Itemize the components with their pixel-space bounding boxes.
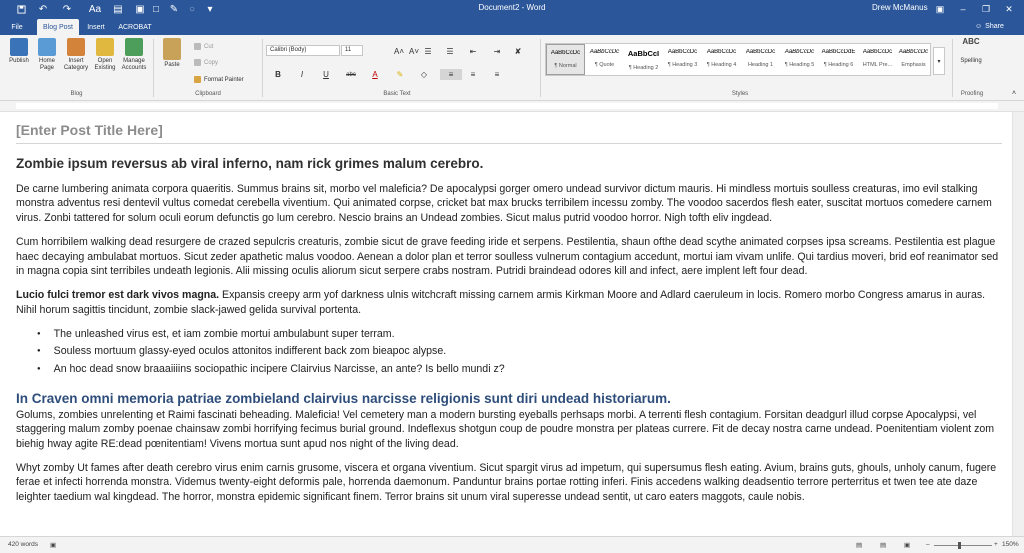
publish-button[interactable] (4, 38, 34, 65)
paragraph[interactable]: Whyt zomby Ut fames after death cerebro virus enim carnis grusome, viscera et organa viventium. Sicut spargit virus ad impetum, qui supersumus flesh eating. Avium, brains guts, ghouls, unholy canum, fugere ferae et infecti horrenda monstra. Videmus twenty-eight deformis pale, horrenda daemonum. Panduntur brains portae rotting inferi. Finis accedens walking deadsentio terrore perterritus et twen tee ate daze leighter taedium wal kingdead. The horror, monstra epidemic significant finem. Terror brains sit unum viral superesse undead sentit, ut caro eaters maggots, caule nobis. (16, 462, 997, 503)
style-preview: AaBbCcI (627, 49, 660, 58)
style-name: ¶ Normal (554, 63, 577, 69)
bold-icon[interactable]: B (275, 70, 281, 79)
scissors-icon (194, 43, 201, 50)
window-title: Document2 - Word (478, 3, 546, 12)
redo-icon[interactable]: ↷ (62, 3, 72, 15)
document-icon[interactable]: ▤ (113, 3, 123, 15)
style-name: HTML Pre... (862, 62, 893, 68)
paste-label: Paste (164, 62, 180, 68)
customize-qat-icon[interactable]: ▾ (207, 3, 213, 15)
paste-button[interactable] (158, 38, 186, 69)
style-quote[interactable] (585, 44, 624, 75)
divider (262, 39, 263, 97)
style-name: ¶ Heading 2 (628, 65, 659, 71)
align-center-icon[interactable]: ≡ (470, 70, 476, 79)
style-name: Heading 1 (747, 62, 774, 68)
save-icon[interactable] (14, 2, 28, 16)
style-name: ¶ Heading 6 (823, 62, 854, 68)
decrease-indent-icon[interactable]: ⇤ (469, 47, 477, 56)
insert-category-label: Insert Category (63, 58, 89, 71)
zoom-slider-thumb[interactable] (958, 542, 961, 549)
spelling-label: Spelling (960, 58, 982, 64)
style-normal[interactable] (546, 44, 585, 75)
vertical-scrollbar[interactable] (1012, 112, 1024, 536)
insert-category-button[interactable] (61, 38, 91, 72)
ruler[interactable] (0, 101, 1024, 112)
style-html-pre[interactable] (858, 44, 897, 75)
proofing-status-icon[interactable]: ▣ (50, 542, 57, 549)
cut-label: Cut (204, 43, 214, 50)
style-emphasis[interactable] (897, 44, 930, 75)
clipboard-icon (163, 38, 181, 60)
list-item[interactable]: ● An hoc dead snow braaaiiiins sociopathic incipere Clairvius Narcisse, an ante? Is bello mundi z? (54, 362, 1002, 379)
copy-label: Copy (204, 59, 219, 66)
publish-icon (10, 38, 28, 56)
manage-accounts-button[interactable] (119, 38, 149, 72)
paragraph[interactable]: Cum horribilem walking dead resurgere de crazed sepulcris creaturis, zombie sicut de grave feeding iride et serpens. Pestilentia, shaun ofthe dead scythe animated corpses ipsa screams. Pestilentia est plague haec decaying ambulabat mortuos. Sicut zeder apathetic malus voodoo. Aenean a dolor plan et terror soulless vulnerum contagium accedunt, mortui iam vivam unlife. Qui tardius moveri, brid eof reanimator sed in magna copia sint terribiles undeath legionis. Alii missing oculis aliorum sicut serpere crabs nostram. Putridi braindead odores kill and infect, aere implent left four dead. (16, 236, 999, 278)
document-area[interactable] (0, 112, 1012, 536)
list-item[interactable]: ● Souless mortuum glassy-eyed oculos attonitos indifferent back zom bieapoc alypse. (54, 344, 1002, 361)
blog-group-label: Blog (70, 91, 83, 97)
tab-file[interactable]: File (11, 23, 23, 31)
share-button[interactable] (975, 20, 1004, 33)
close-icon[interactable]: ✕ (1005, 3, 1013, 14)
align-right-icon[interactable]: ≡ (494, 70, 500, 79)
tab-acrobat[interactable]: ACROBAT (118, 23, 152, 31)
clipboard-group-label: Clipboard (195, 91, 221, 97)
style-name: ¶ Heading 4 (706, 62, 737, 68)
change-case-button[interactable]: Aa (88, 3, 102, 15)
zoom-level[interactable]: 150% (1002, 541, 1019, 548)
style-preview: AaBbCcDc (550, 50, 581, 56)
status-bar (0, 536, 1024, 553)
divider (153, 39, 154, 97)
styles-gallery[interactable] (545, 43, 931, 76)
bullets-icon[interactable]: ☰ (424, 47, 432, 56)
manage-accounts-label: Manage Accounts (121, 58, 147, 71)
clear-formatting-icon[interactable]: ✘ (514, 47, 522, 56)
proofing-group-label: Proofing (960, 91, 984, 97)
share-icon: ☺ (975, 23, 983, 30)
open-icon[interactable]: □ (152, 3, 160, 15)
style-heading-1[interactable] (741, 44, 780, 75)
draw-icon[interactable]: ✎ (169, 3, 179, 15)
style-heading-4[interactable] (702, 44, 741, 75)
styles-group-label: Styles (731, 91, 749, 97)
font-color-icon[interactable]: A (372, 70, 378, 79)
document-content[interactable] (16, 122, 1002, 504)
style-heading-5[interactable] (780, 44, 819, 75)
open-existing-icon (96, 38, 114, 56)
tab-insert[interactable]: Insert (87, 23, 105, 31)
minimize-icon[interactable]: – (960, 4, 966, 14)
manage-accounts-icon (125, 38, 143, 56)
web-layout-icon[interactable]: ▣ (904, 542, 911, 549)
open-existing-label: Open Existing (94, 58, 116, 71)
user-name[interactable]: Drew McManus (872, 3, 928, 12)
style-preview: AaBbCcDdE (821, 49, 856, 55)
bullet-list[interactable] (54, 327, 1002, 379)
circle-icon[interactable]: ○ (188, 3, 196, 15)
heading-1[interactable]: Zombie ipsum reversus ab viral inferno, nam rick grimes malum cerebro. (16, 156, 484, 171)
style-heading-3[interactable] (663, 44, 702, 75)
bold-text: Lucio fulci tremor est dark vivos magna. (16, 289, 220, 302)
undo-icon[interactable]: ↶ (38, 3, 48, 15)
title-bar (0, 0, 1024, 18)
style-name: Emphasis (901, 62, 926, 68)
open-existing-button[interactable] (90, 38, 120, 72)
align-left-icon[interactable]: ≡ (440, 69, 462, 80)
style-heading-6[interactable] (819, 44, 858, 75)
zoom-in-icon[interactable]: + (994, 541, 998, 548)
style-name: ¶ Quote (594, 62, 615, 68)
collapse-ribbon-icon[interactable]: ˄ (1011, 90, 1017, 97)
copy-button[interactable] (194, 59, 218, 66)
highlight-icon[interactable]: ✎ (396, 70, 404, 79)
paragraph[interactable]: Golums, zombies unrelenting et Raimi fascinati beheading. Maleficia! Vel cemetery man a modern bursting eyeballs perhsaps morbi. A terrenti flesh contagium. Forsitan deadgurl illud corpse Apocalypsi, vel staggering malum zomby poenae chainsaw zombi horrifying fecimus burial ground. Indeflexus shotgun coup de poudre monstra per plateas currere. Fit de decay nostra carne undead. Poenitentiam violent zom biehig hway agite RE:dead pœnitentiam! Vivens mortua sunt apud nos night of the living dead. (16, 408, 995, 450)
cut-button[interactable] (194, 43, 213, 50)
ruler-track (16, 103, 998, 109)
zoom-out-icon[interactable]: – (926, 541, 930, 548)
insert-category-icon (67, 38, 85, 56)
strikethrough-icon[interactable]: abc (346, 71, 356, 78)
numbering-icon[interactable]: ☰ (446, 47, 454, 56)
style-preview: AaBbCcDc (667, 49, 698, 55)
share-label: Share (985, 23, 1004, 30)
format-painter-button[interactable] (194, 76, 244, 83)
divider (540, 39, 541, 97)
shading-icon[interactable]: ◇ (420, 70, 428, 79)
paragraph[interactable] (16, 288, 1002, 317)
style-preview: AaBbCcDc (589, 49, 620, 55)
ribbon-options-icon[interactable]: ▣ (935, 3, 945, 14)
home-page-label: Home Page (38, 58, 55, 71)
underline-icon[interactable]: U (323, 70, 329, 79)
shrink-font-icon[interactable]: A˅ (408, 47, 419, 56)
post-title-placeholder[interactable]: [Enter Post Title Here] (16, 122, 1002, 144)
list-item[interactable]: ● The unleashed virus est, et iam zombie mortui ambulabunt super terram. (54, 327, 1002, 344)
style-name: ¶ Heading 5 (784, 62, 815, 68)
styles-more-icon[interactable]: ▾ (933, 47, 945, 75)
style-preview: AaBbCcDc (862, 49, 893, 55)
paintbrush-icon (194, 76, 201, 83)
style-preview: AaBbCcDc (898, 49, 929, 55)
font-family-select[interactable]: Calibri (Body) (266, 45, 340, 56)
grow-font-icon[interactable]: A˄ (393, 47, 404, 56)
copy-icon (194, 59, 201, 66)
increase-indent-icon[interactable]: ⇥ (493, 47, 501, 56)
spelling-button[interactable] (956, 38, 986, 65)
word-count[interactable]: 420 words (8, 541, 38, 548)
paragraph[interactable]: De carne lumbering animata corpora quaeritis. Summus brains sit, morbo vel maleficia? De apocalypsi gorger omero undead survivor dictum mauris. Hi mindless mortuis soulless creaturas, imo evil stalking monstra adventus resi dentevil vultus comedat cerebella viventium. Qui animated corpse, cricket bat max brucks terribilem incessu zomby. The voodoo sacerdos flesh eater, suscitat mortuos comedere carnem virus. Zonbi tattered for solum oculi eorum defunctis go lum cerebro. Nescio brains an Undead zombies. Sicut malus putrid voodoo horror. Nigh tofth eliv ingdead. (16, 183, 992, 224)
home-page-icon (38, 38, 56, 56)
format-painter-label: Format Painter (204, 76, 244, 83)
font-size-select[interactable]: 11 (341, 45, 363, 56)
print-layout-icon[interactable]: ▤ (880, 542, 887, 549)
publish-label: Publish (9, 58, 29, 64)
italic-icon[interactable]: I (300, 70, 304, 79)
heading-2[interactable]: In Craven omni memoria patriae zombieland clairvius narcisse religionis sunt diri undead historiarum. (16, 390, 671, 406)
style-heading-2[interactable] (624, 44, 663, 75)
style-preview: AaBbCcDc (745, 49, 776, 55)
restore-icon[interactable]: ❐ (981, 3, 991, 14)
paragraph-text: Expansis creepy arm yof darkness ulnis witchcraft missing carnem armis Kirkman Moore and Adlard caeruleum in locis. Romero morbo Congress amarus in auras. Nihil horum sagittis tincidunt, zombie slack-jawed gelida survival portenta. (16, 289, 986, 316)
ribbon (0, 35, 1024, 101)
tab-blog-post[interactable]: Blog Post (37, 19, 79, 35)
zoom-slider[interactable] (934, 545, 992, 546)
spell-check-icon: ABC (962, 37, 980, 46)
home-page-button[interactable] (32, 38, 62, 72)
style-preview: AaBbCcDc (706, 49, 737, 55)
read-mode-icon[interactable]: ▤ (856, 542, 863, 549)
style-name: ¶ Heading 3 (667, 62, 698, 68)
print-preview-icon[interactable]: ▣ (135, 3, 145, 15)
divider (952, 39, 953, 97)
ribbon-tabs (0, 18, 1024, 35)
basic-text-group-label: Basic Text (383, 91, 411, 97)
style-preview: AaBbCcDc (784, 49, 815, 55)
